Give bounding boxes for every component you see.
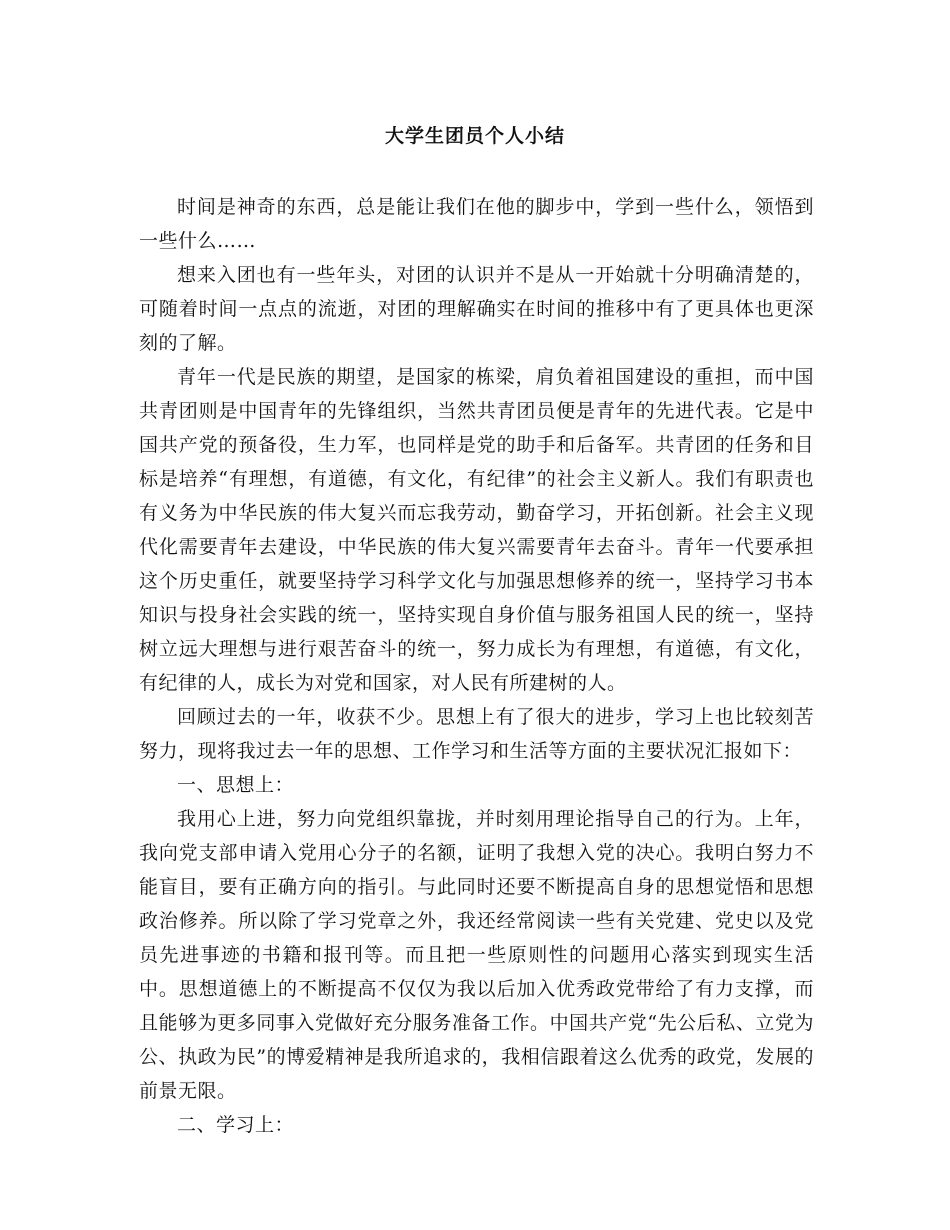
document-body xyxy=(139,190,814,1142)
paragraph-review: 回顾过去的一年，收获不少。思想上有了很大的进步，学习上也比较刻苦努力，现将我过去一年的思想、工作学习和生活等方面的主要状况汇报如下： xyxy=(139,706,814,762)
paragraph-intro: 时间是神奇的东西，总是能让我们在他的脚步中，学到一些什么，领悟到一些什么…… xyxy=(139,196,814,252)
section-heading-thought: 一、思想上： xyxy=(177,774,295,796)
section-heading-study: 二、学习上： xyxy=(177,1114,295,1136)
document-title: 大学生团员个人小结 xyxy=(384,125,565,147)
paragraph-youth: 青年一代是民族的期望，是国家的栋梁，肩负着祖国建设的重担，而中国共青团则是中国青年的先锋组织，当然共青团员便是青年的先进代表。它是中国共产党的预备役，生力军，也同样是党的助手和后备军。共青团的任务和目标是培养“有理想，有道德，有文化，有纪律”的社会主义新人。我们有职责也有义务为中华民族的伟大复兴而忘我劳动，勤奋学习，开拓创新。社会主义现代化需要青年去建设，中华民族的伟大复兴需要青年去奋斗。青年一代要承担这个历史重任，就要坚持学习科学文化与加强思想修养的统一，坚持学习书本知识与投身社会实践的统一，坚持实现自身价值与服务祖国人民的统一，坚持树立远大理想与进行艰苦奋斗的统一，努力成长为有理想，有道德，有文化，有纪律的人，成长为对党和国家，对人民有所建树的人。 xyxy=(139,366,814,694)
paragraph-thought: 我用心上进，努力向党组织靠拢，并时刻用理论指导自己的行为。上年，我向党支部申请入党用心分子的名额，证明了我想入党的决心。我明白努力不能盲目，要有正确方向的指引。与此同时还要不断提高自身的思想觉悟和思想政治修养。所以除了学习党章之外，我还经常阅读一些有关党建、党史以及党员先进事迹的书籍和报刊等。而且把一些原则性的问题用心落实到现实生活中。思想道德上的不断提高不仅仅为我以后加入优秀政党带给了有力支撑，而且能够为更多同事入党做好充分服务准备工作。中国共产党“先公后私、立党为公、执政为民”的博爱精神是我所追求的，我相信跟着这么优秀的政党，发展的前景无限。 xyxy=(139,808,814,1102)
paragraph-understanding: 想来入团也有一些年头，对团的认识并不是从一开始就十分明确清楚的，可随着时间一点点的流逝，对团的理解确实在时间的推移中有了更具体也更深刻的了解。 xyxy=(139,264,814,354)
